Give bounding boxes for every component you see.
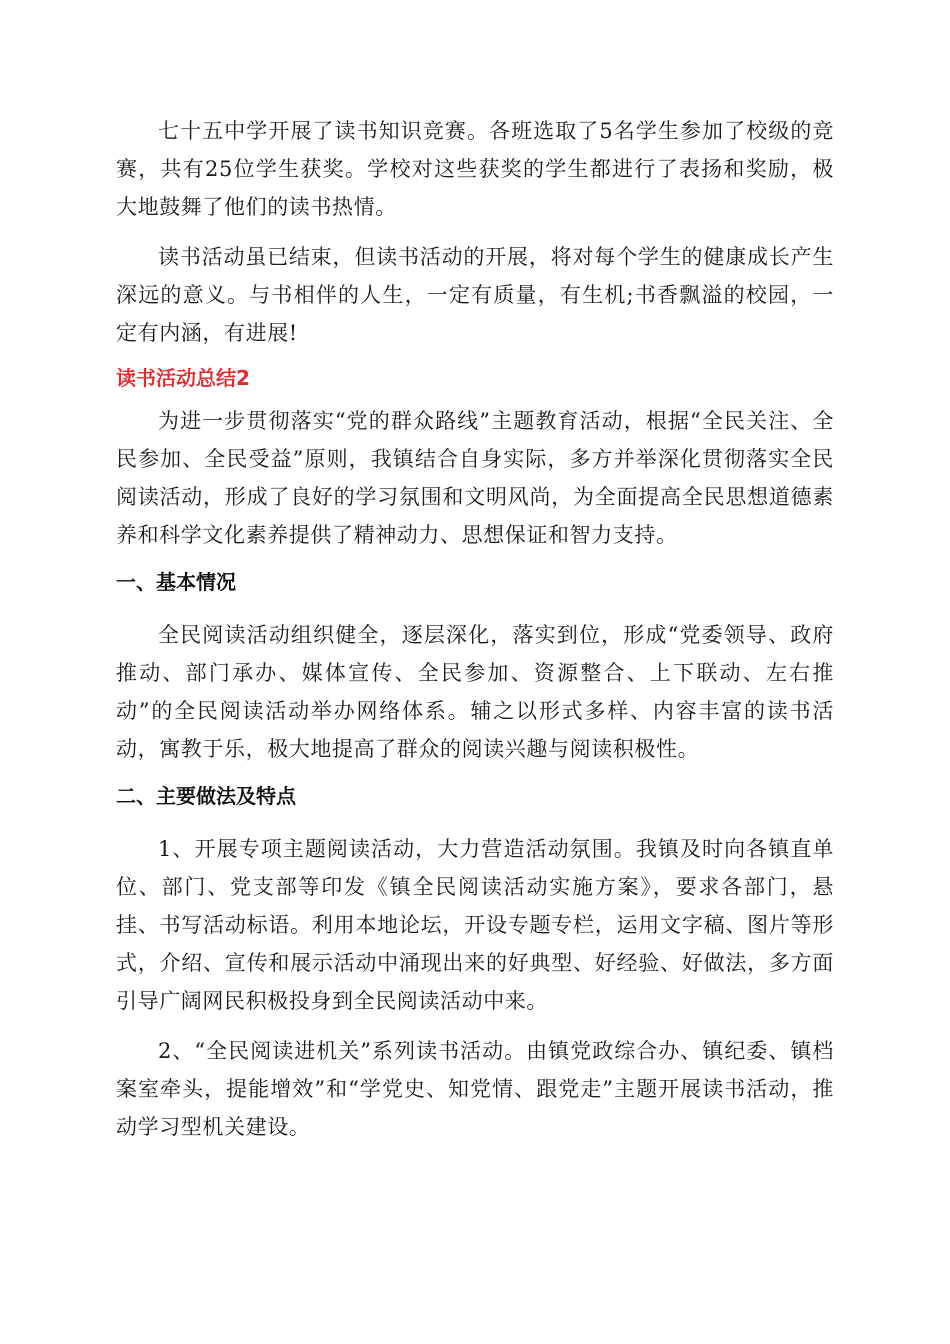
- section-title: 读书活动总结2: [116, 366, 250, 390]
- document-page: [116, 112, 834, 1158]
- paragraph-intro: 为进一步贯彻落实“党的群众路线”主题教育活动，根据“全民关注、全民参加、全民受益”原则，我镇结合自身实际，多方并举深化贯彻落实全民阅读活动，形成了良好的学习氛围和文明风尚，为全面提高全民思想道德素养和科学文化素养提供了精神动力、思想保证和智力支持。: [116, 409, 834, 547]
- heading-main-practices: 二、主要做法及特点: [116, 784, 296, 808]
- heading-basic-situation: 一、基本情况: [116, 570, 236, 594]
- paragraph-basic-situation: 全民阅读活动组织健全，逐层深化，落实到位，形成“党委领导、政府推动、部门承办、媒体宣传、全民参加、资源整合、上下联动、左右推动”的全民阅读活动举办网络体系。辅之以形式多样、内容丰富的读书活动，寓教于乐，极大地提高了群众的阅读兴趣与阅读积极性。: [116, 623, 834, 761]
- paragraph-competition: 七十五中学开展了读书知识竞赛。各班选取了5名学生参加了校级的竞赛，共有25位学生获奖。学校对这些获奖的学生都进行了表扬和奖励，极大地鼓舞了他们的读书热情。: [116, 119, 834, 219]
- paragraph-practice-1: 1、开展专项主题阅读活动，大力营造活动氛围。我镇及时向各镇直单位、部门、党支部等印发《镇全民阅读活动实施方案》，要求各部门，悬挂、书写活动标语。利用本地论坛，开设专题专栏，运用文字稿、图片等形式，介绍、宣传和展示活动中涌现出来的好典型、好经验、好做法，多方面引导广阔网民积极投身到全民阅读活动中来。: [116, 837, 834, 1013]
- paragraph-conclusion: 读书活动虽已结束，但读书活动的开展，将对每个学生的健康成长产生深远的意义。与书相伴的人生，一定有质量，有生机;书香飘溢的校园，一定有内涵，有进展!: [116, 245, 834, 345]
- paragraph-practice-2: 2、“全民阅读进机关”系列读书活动。由镇党政综合办、镇纪委、镇档案室牵头，提能增效”和“学党史、知党情、跟党走”主题开展读书活动，推动学习型机关建设。: [116, 1039, 834, 1139]
